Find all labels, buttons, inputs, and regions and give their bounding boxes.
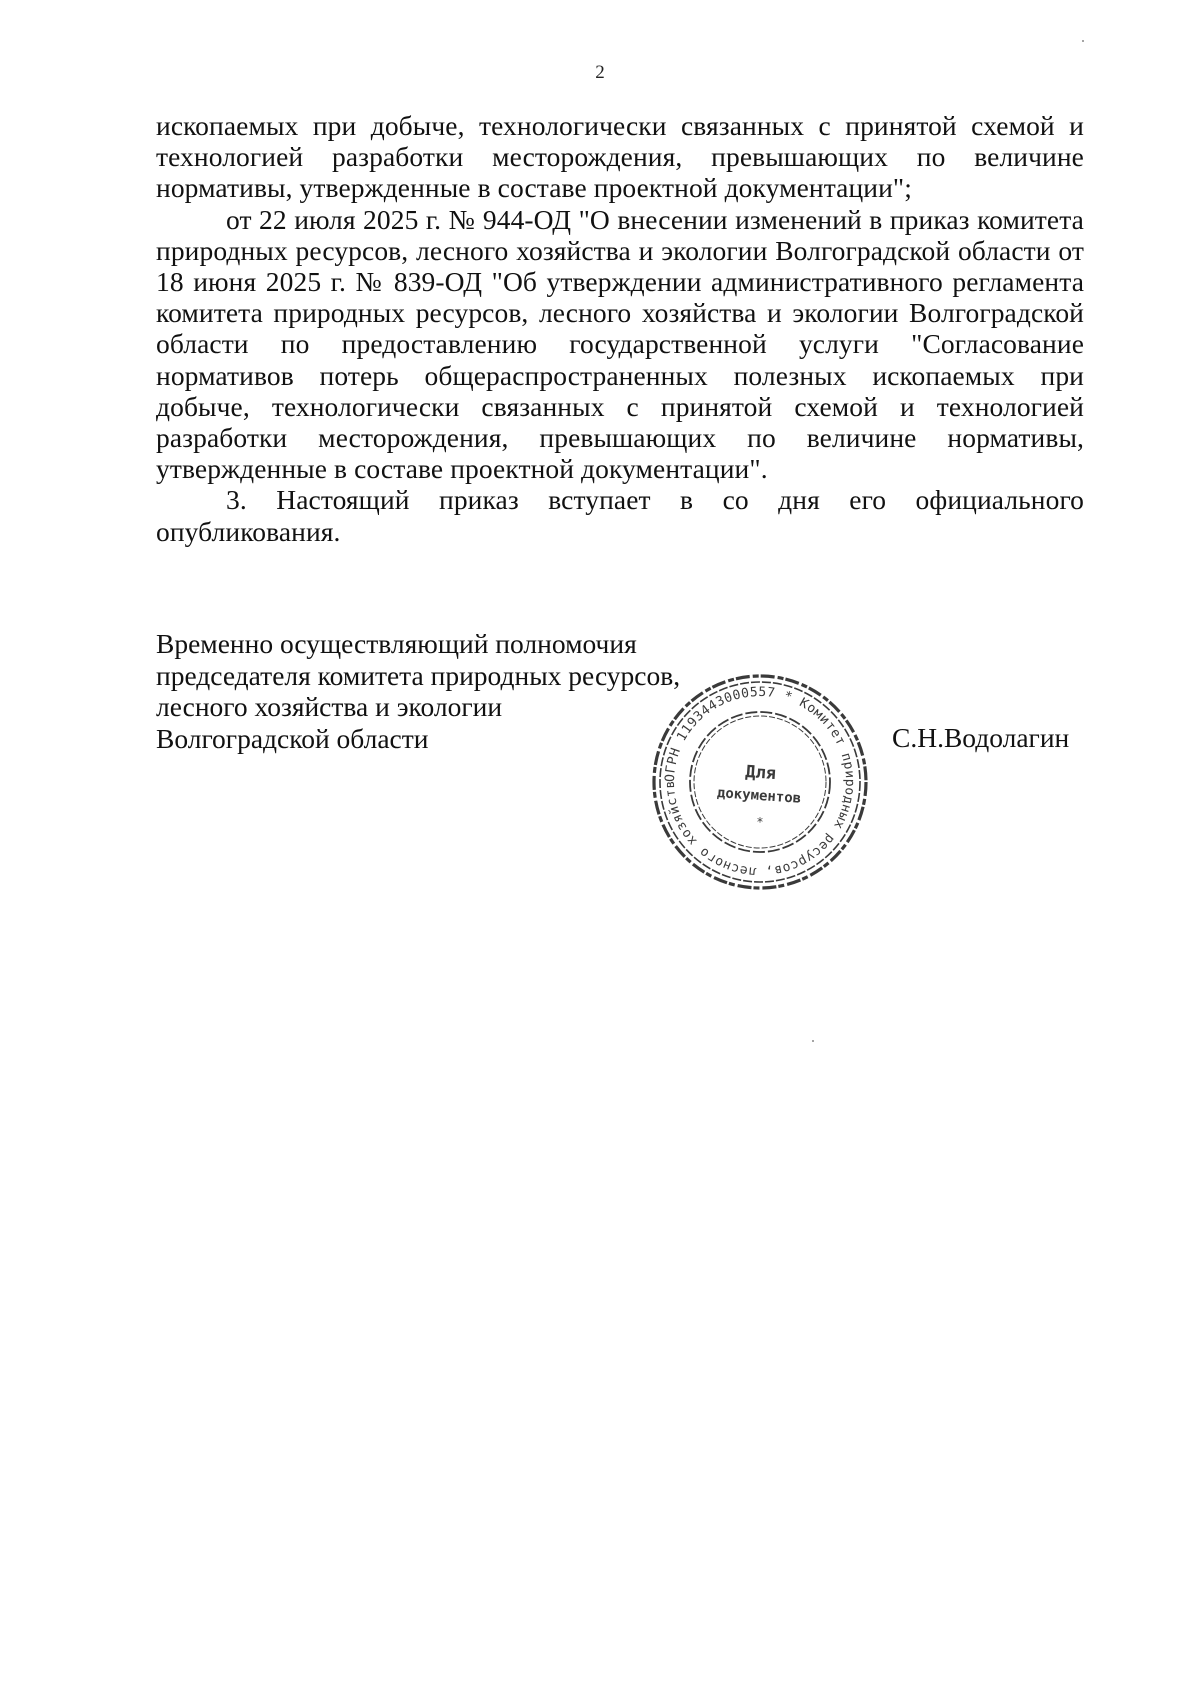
stamp-center-line1: Для [744, 761, 777, 785]
signature-position-line: Временно осуществляющий полномочия [156, 628, 637, 659]
signature-position-line: лесного хозяйства и экологии [156, 691, 503, 722]
paragraph-continuation: ископаемых при добыче, технологически связанных с принятой схемой и технологией разработки месторождения, превышающих по величине нормативы, утвержденные в составе проектной документации"; [156, 110, 1084, 204]
stamp-ring-text: ОГРН 1193443000557 * Комитет природных ресурсов, лесного хозяйств [662, 684, 858, 879]
scan-speck [812, 1040, 814, 1042]
scan-speck [1082, 40, 1084, 42]
document-body [156, 110, 1084, 547]
official-stamp [640, 662, 880, 902]
signature-position-line: Волгоградской области [156, 722, 429, 754]
page-number: 2 [595, 62, 605, 83]
stamp-center-line2: документов [716, 785, 802, 807]
stamp-seal-icon [640, 662, 880, 902]
signature-position-line: председателя комитета природных ресурсов, [156, 659, 681, 691]
paragraph-order-944: от 22 июля 2025 г. № 944-ОД "О внесении изменений в приказ комитета природных ресурсов, лесного хозяйства и экологии Волгоградской области от 18 июня 2025 г. № 839-ОД "Об утверждении административного регламента комитета природных ресурсов, лесного хозяйства и экологии Волгоградской области по предоставлению государственной услуги "Согласование нормативов потерь общераспространенных полезных ископаемых при добыче, технологически связанных с принятой схемой и технологией разработки месторождения, превышающих по величине нормативы, утвержденные в составе проектной документации". [156, 203, 1084, 485]
stamp-star-icon: * [757, 815, 763, 829]
signer-name: С.Н.Водолагин [892, 722, 1070, 753]
paragraph-item-3: 3. Настоящий приказ вступает в со дня его официального опубликования. [156, 484, 1084, 547]
